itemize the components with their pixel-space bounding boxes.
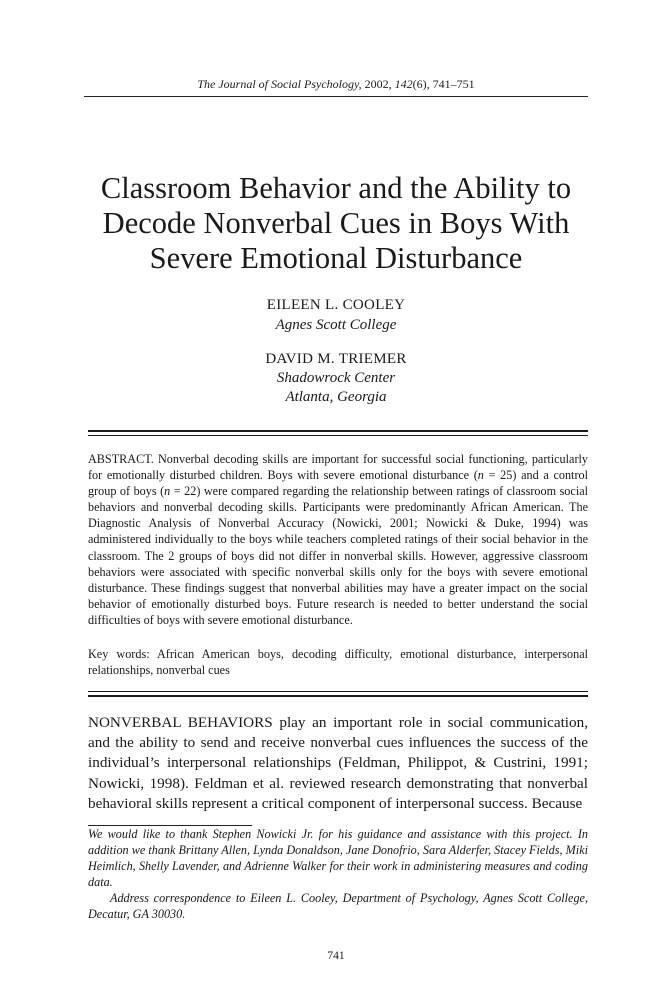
author-affiliation-2: Shadowrock Center bbox=[276, 370, 396, 386]
abstract-top-rule-thick bbox=[88, 430, 588, 432]
title-line-2: Decode Nonverbal Cues in Boys With bbox=[102, 206, 570, 240]
footnote bbox=[88, 826, 588, 923]
title-line-3: Severe Emotional Disturbance bbox=[149, 241, 523, 275]
keywords: Key words: African American boys, decoding difficulty, emotional disturbance, interpersonal relationships, nonverbal cues bbox=[88, 647, 588, 678]
page-number: 741 bbox=[327, 950, 345, 962]
body-paragraph: NONVERBAL BEHAVIORS play an important role in social communication, and the ability to send and receive nonverbal cues influences the success of the individual’s interpersonal relationships (Feldman, Philippot, & Custrini, 1991; Nowicki, 1998). Feldman et al. reviewed research demonstrating that nonverbal behavioral skills represent a critical component of interpersonal success. Because bbox=[88, 714, 588, 812]
abstract-text: ABSTRACT. Nonverbal decoding skills are important for successful social functioning, particularly for emotionally disturbed children. Boys with severe emotional disturbance (n = 25) and a control group of boys (n = 22) were compared regarding the relationship between ratings of classroom social behaviors and nonverbal decoding skills. Participants were predominantly African American. The Diagnostic Analysis of Nonverbal Accuracy (Nowicki, 2001; Nowicki & Duke, 1994) was administered individually to the boys while teachers completed ratings of their social behavior in the classroom. The 2 groups of boys did not differ in nonverbal skills. However, aggressive classroom behaviors were associated with specific nonverbal skills only for the boys with severe emotional disturbance. These findings suggest that nonverbal abilities may have a greater impact on the social behavior of emotionally disturbed boys. Future research is needed to better understand the social difficulties of boys with severe emotional disturbance. bbox=[88, 452, 588, 627]
author-affiliation-1: Agnes Scott College bbox=[275, 317, 397, 333]
running-head bbox=[84, 77, 588, 92]
author-name-1: EILEEN L. COOLEY bbox=[266, 297, 406, 313]
journal-volume: 142 bbox=[394, 77, 413, 91]
author-name-2: DAVID M. TRIEMER bbox=[265, 351, 407, 367]
abstract bbox=[88, 451, 588, 628]
n-symbol: n bbox=[477, 468, 484, 483]
footnote-acknowledgment: We would like to thank Stephen Nowicki Jr. for his guidance and assistance with this project. In addition we thank Brittany Allen, Lynda Donaldson, Jane Donofrio, Sara Alderfer, Stacey Fields, Miki Heimlich, Shelly Lavender, and Adrienne Walker for their work in administering measures and coding data. bbox=[88, 827, 588, 890]
running-head-rule bbox=[84, 96, 588, 97]
journal-year: 2002, bbox=[361, 77, 395, 91]
abstract-bottom-rule-thin bbox=[88, 691, 588, 692]
abstract-bottom-rule-thick bbox=[88, 695, 588, 697]
n-symbol: n bbox=[164, 484, 171, 499]
footnote-correspondence: Address correspondence to Eileen L. Cooley, Department of Psychology, Agnes Scott College, Decatur, GA 30030. bbox=[88, 891, 588, 922]
abstract-top-rule-thin bbox=[88, 435, 588, 436]
title-line-1: Classroom Behavior and the Ability to bbox=[100, 171, 572, 205]
journal-issue-pages: (6), 741–751 bbox=[412, 77, 475, 91]
author-location-2: Atlanta, Georgia bbox=[285, 389, 387, 405]
journal-name: The Journal of Social Psychology, bbox=[197, 77, 362, 91]
article-title bbox=[84, 171, 588, 276]
